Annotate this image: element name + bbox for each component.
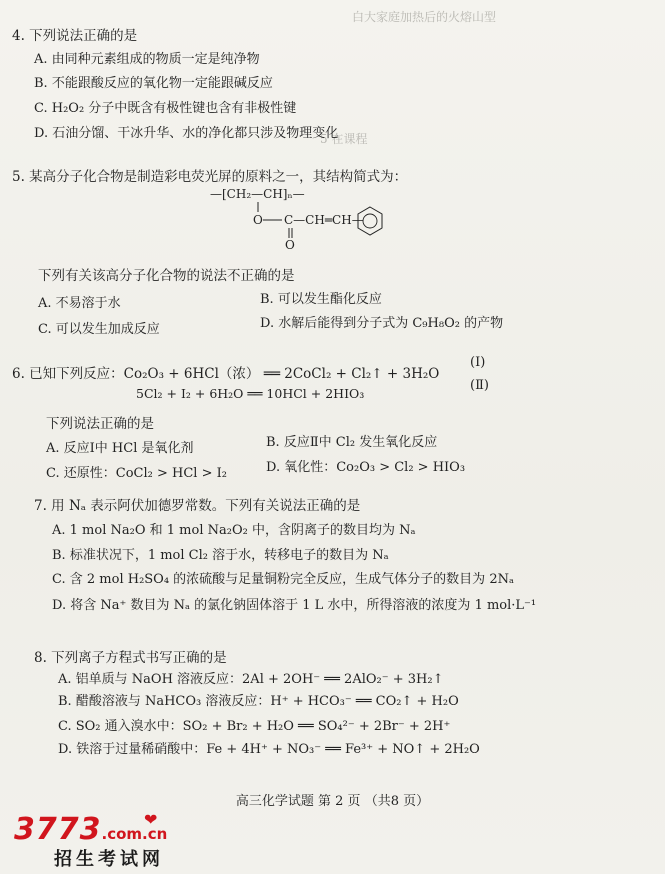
logo-slogan: 招生考试网 (54, 849, 164, 870)
structure-backbone: —[CH₂—CH]ₙ— (210, 187, 305, 201)
question-7-option-d: D. 将含 Na⁺ 数目为 Nₐ 的氯化钠固体溶于 1 L 水中，所得溶液的浓度为 1 mol·L⁻¹ (52, 598, 537, 613)
bleed-text: 5 在课程 (320, 132, 368, 146)
bleed-text: 白大家庭加热后的火熔山型 (352, 10, 497, 24)
structural-formula (190, 182, 410, 252)
question-6-stem: 6. 已知下列反应：Co₂O₃ + 6HCl（浓） ══ 2CoCl₂ + Cl₂↑ + 3H₂O (12, 366, 440, 382)
structure-chain: C—CH═CH— (284, 213, 364, 227)
question-4-stem: 4. 下列说法正确的是 (12, 28, 138, 44)
question-5-stem-2: 下列有关该高分子化合物的说法不正确的是 (38, 268, 295, 284)
question-5-option-c: C. 可以发生加成反应 (38, 322, 160, 337)
logo-number: 3773 (14, 812, 102, 847)
question-7-option-b: B. 标准状况下，1 mol Cl₂ 溶于水，转移电子的数目为 Nₐ (52, 548, 389, 563)
question-7-stem: 7. 用 Nₐ 表示阿伏加德罗常数。下列有关说法正确的是 (34, 498, 361, 514)
page-footer: 高三化学试题 第 2 页 （共8 页） (235, 794, 430, 809)
question-5-option-a: A. 不易溶于水 (38, 296, 121, 311)
question-4-option-d: D. 石油分馏、干冰升华、水的净化都只涉及物理变化 (34, 126, 339, 141)
question-8-option-b: B. 醋酸溶液与 NaHCO₃ 溶液反应：H⁺ + HCO₃⁻ ══ CO₂↑ + H₂O (58, 694, 459, 709)
question-6-option-d: D. 氧化性：Co₂O₃ > Cl₂ > HIO₃ (266, 460, 466, 475)
logo-domain: .com.cn (101, 825, 168, 843)
question-4-option-a: A. 由同种元素组成的物质一定是纯净物 (34, 52, 260, 67)
question-8-option-a: A. 铝单质与 NaOH 溶液反应：2Al + 2OH⁻ ══ 2AlO₂⁻ + 3H₂↑ (58, 672, 444, 687)
structure-oxygen: O (253, 213, 263, 227)
structure-carbonyl-o: O (285, 238, 295, 252)
question-8-option-c: C. SO₂ 通入溴水中：SO₂ + Br₂ + H₂O ══ SO₄²⁻ + 2Br⁻ + 2H⁺ (58, 719, 451, 734)
question-6-option-c: C. 还原性：CoCl₂ > HCl > I₂ (46, 466, 227, 481)
question-6-tag-2: (Ⅱ) (470, 378, 489, 393)
question-8-stem: 8. 下列离子方程式书写正确的是 (34, 650, 227, 666)
heart-icon: ❤ (144, 810, 158, 829)
question-4-option-c: C. H₂O₂ 分子中既含有极性键也含有非极性键 (34, 101, 297, 116)
question-8-option-d: D. 铁溶于过量稀硝酸中：Fe + 4H⁺ + NO₃⁻ ══ Fe³⁺ + NO↑ + 2H₂O (58, 742, 480, 757)
question-5-option-d: D. 水解后能得到分子式为 C₉H₈O₂ 的产物 (260, 316, 504, 331)
question-7-option-a: A. 1 mol Na₂O 和 1 mol Na₂O₂ 中，含阴离子的数目均为 Nₐ (52, 523, 416, 538)
question-7-option-c: C. 含 2 mol H₂SO₄ 的浓硫酸与足量铜粉完全反应，生成气体分子的数目为 2Nₐ (52, 572, 514, 587)
question-6-tag-1: (Ⅰ) (470, 355, 486, 370)
question-6-reaction-2: 5Cl₂ + I₂ + 6H₂O ══ 10HCl + 2HIO₃ (136, 386, 365, 401)
question-4-option-b: B. 不能跟酸反应的氧化物一定能跟碱反应 (34, 76, 273, 91)
question-6-option-b: B. 反应Ⅱ中 Cl₂ 发生氧化反应 (266, 435, 438, 450)
site-logo (14, 812, 167, 871)
question-6-option-a: A. 反应Ⅰ中 HCl 是氧化剂 (46, 441, 194, 456)
question-5-option-b: B. 可以发生酯化反应 (260, 292, 382, 307)
question-6-stem-2: 下列说法正确的是 (46, 416, 154, 432)
question-5-stem: 5. 某高分子化合物是制造彩电荧光屏的原料之一，其结构简式为： (12, 169, 408, 185)
